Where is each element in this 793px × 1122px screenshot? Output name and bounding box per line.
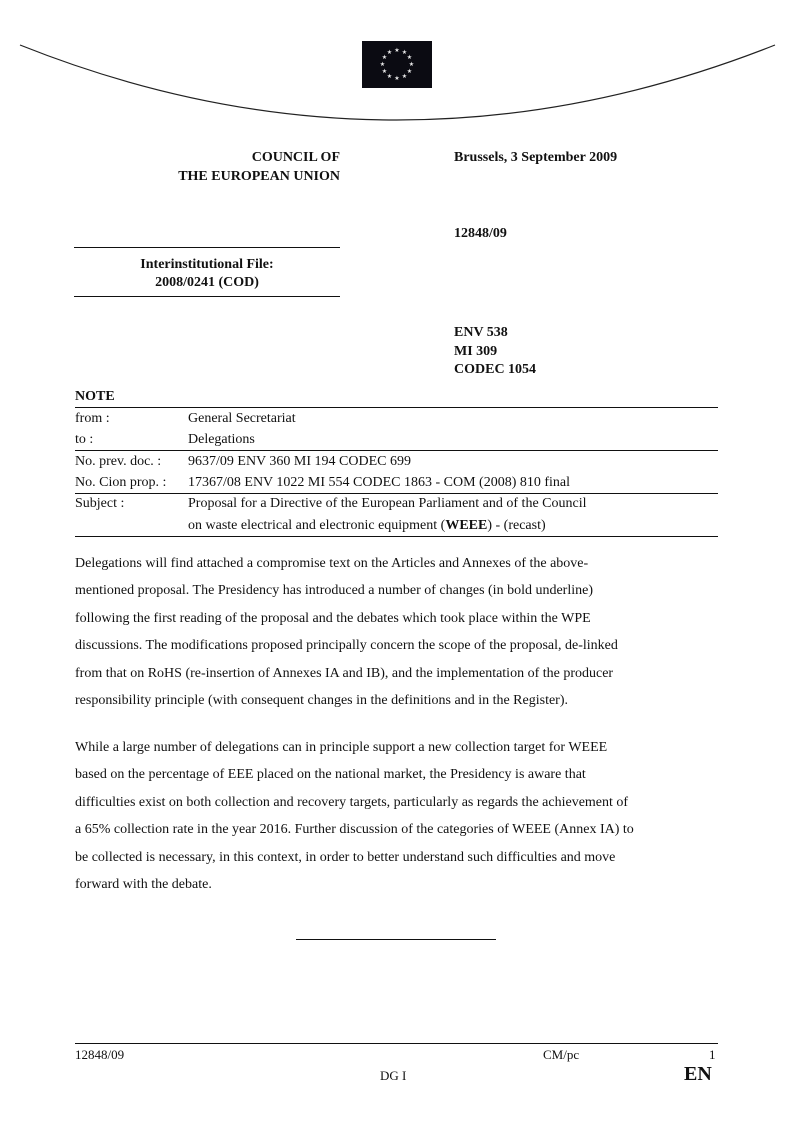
subject-line-2-pre: on waste electrical and electronic equipment (	[188, 518, 446, 533]
paragraph-2-line: While a large number of delegations can in principle support a new collection target for WEEE	[75, 740, 608, 755]
cion-prop-value: 17367/08 ENV 1022 MI 554 CODEC 1863 - COM (2008) 810 final	[188, 475, 571, 490]
svg-text:★: ★	[401, 73, 408, 80]
svg-text:★: ★	[394, 75, 400, 82]
body-paragraph-1	[75, 550, 725, 714]
paragraph-1-line: responsibility principle (with consequent changes in the definitions and in the Register).	[75, 693, 569, 709]
paragraph-1-line: from that on RoHS (re-insertion of Annexes IA and IB), and the implementation of the producer	[75, 665, 614, 681]
svg-text:★: ★	[401, 49, 408, 56]
paragraph-2-line: be collected is necessary, in this context, in order to better understand such difficulties and move	[75, 849, 616, 865]
paragraph-2-line: forward with the debate.	[75, 877, 212, 893]
footer-initials: CM/pc	[543, 1047, 580, 1062]
date-line: Brussels, 3 September 2009	[454, 150, 618, 165]
paragraph-1-line: mentioned proposal. The Presidency has introduced a number of changes (in bold underline)	[75, 583, 593, 599]
council-name-line1: COUNCIL OF	[251, 150, 340, 165]
classification-codes	[454, 324, 536, 380]
prev-doc-label: No. prev. doc. :	[75, 454, 162, 469]
from-label: from :	[75, 411, 110, 426]
footer-page-number: 1	[709, 1047, 716, 1062]
svg-text:★: ★	[379, 61, 386, 68]
footer-dg: DG I	[380, 1068, 407, 1083]
eu-flag-logo	[362, 41, 432, 88]
note-rule-1	[75, 407, 718, 408]
paragraph-1-line: discussions. The modifications proposed principally concern the scope of the proposal, de-linked	[75, 638, 618, 654]
paragraph-2-line: difficulties exist on both collection and recovery targets, particularly as regards the achievement of	[75, 794, 629, 810]
paragraph-2-line: a 65% collection rate in the year 2016. Further discussion of the categories of WEEE (Annex IA) to	[75, 822, 634, 838]
to-label: to :	[75, 432, 94, 447]
footer-language-code: EN	[684, 1063, 712, 1085]
code-env: ENV 538	[454, 325, 508, 340]
svg-text:★: ★	[386, 49, 393, 56]
svg-text:★: ★	[408, 61, 415, 68]
svg-text:★: ★	[406, 54, 413, 61]
svg-text:★: ★	[381, 54, 388, 61]
svg-text:★: ★	[394, 47, 400, 54]
svg-text:★: ★	[381, 68, 388, 75]
cion-prop-label: No. Cion prop. :	[75, 475, 167, 490]
paragraph-2-line: based on the percentage of EEE placed on the national market, the Presidency is aware that	[75, 767, 586, 783]
code-codec: CODEC 1054	[454, 362, 537, 377]
paragraph-1-line: Delegations will find attached a compromise text on the Articles and Annexes of the above-	[75, 556, 589, 571]
interinstitutional-top-rule	[74, 247, 340, 248]
code-mi: MI 309	[454, 343, 498, 359]
paragraph-1-line: following the first reading of the proposal and the debates which took place within the WPE	[75, 610, 591, 626]
footer-rule	[75, 1043, 718, 1044]
body-paragraph-2	[75, 734, 725, 898]
svg-text:★: ★	[406, 68, 413, 75]
note-rule-4	[75, 536, 718, 537]
interinstitutional-file-number: 2008/0241 (COD)	[155, 275, 259, 290]
council-name-line2: THE EUROPEAN UNION	[178, 169, 340, 184]
to-value: Delegations	[188, 432, 255, 447]
subject-line-2	[188, 518, 546, 534]
eu-stars-icon	[362, 41, 432, 88]
note-rule-2	[75, 450, 718, 451]
interinstitutional-bottom-rule	[74, 296, 340, 297]
svg-text:★: ★	[386, 73, 393, 80]
subject-label: Subject :	[75, 496, 125, 511]
subject-weee-bold: WEEE	[445, 518, 488, 533]
subject-line-2-post: ) - (recast)	[487, 518, 546, 533]
end-separator-rule	[296, 939, 496, 940]
from-value: General Secretariat	[188, 411, 296, 426]
prev-doc-value: 9637/09 ENV 360 MI 194 CODEC 699	[188, 454, 411, 469]
note-title: NOTE	[75, 389, 115, 404]
document-number: 12848/09	[454, 226, 507, 241]
footer-doc-number: 12848/09	[75, 1047, 125, 1062]
note-rule-3	[75, 493, 718, 494]
interinstitutional-label: Interinstitutional File:	[140, 257, 274, 272]
subject-line-1: Proposal for a Directive of the European Parliament and of the Council	[188, 496, 587, 511]
